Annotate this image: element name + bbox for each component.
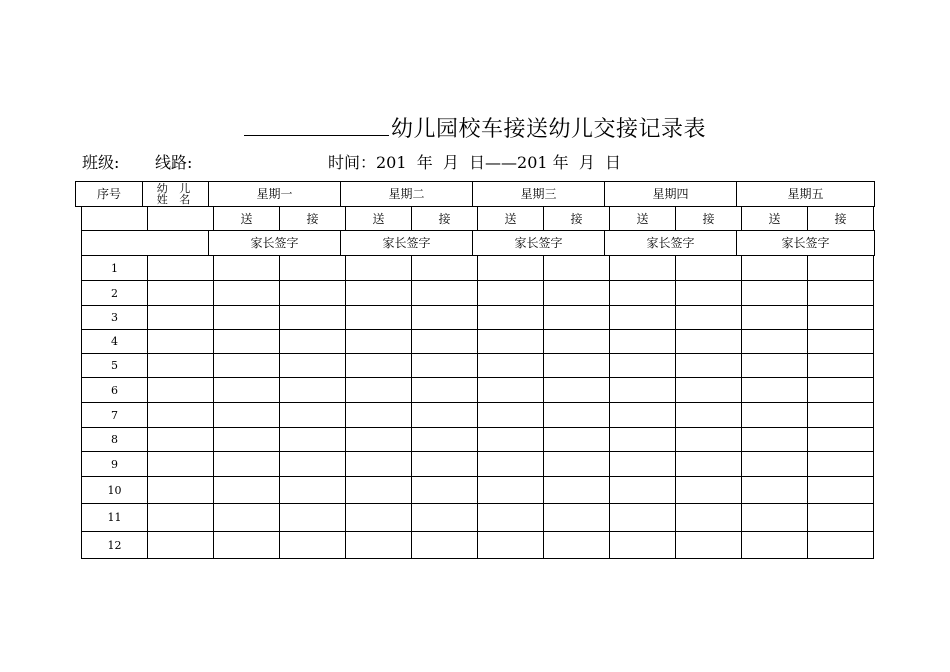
header-day: 星期三 [472, 181, 605, 207]
table-cell [345, 255, 412, 281]
table-cell [807, 531, 874, 559]
route-label: 线路: [155, 153, 193, 172]
table-cell [675, 329, 742, 354]
table-cell [675, 503, 742, 532]
table-cell [213, 280, 280, 306]
row-seq-number: 2 [81, 280, 148, 306]
table-cell [213, 531, 280, 559]
table-cell [741, 427, 808, 452]
table-cell [741, 531, 808, 559]
table-cell [609, 503, 676, 532]
header-day: 星期四 [604, 181, 737, 207]
table-cell [411, 402, 478, 428]
table-cell [543, 353, 610, 378]
table-cell [477, 305, 544, 330]
table-cell [279, 402, 346, 428]
table-cell [807, 280, 874, 306]
table-cell [213, 427, 280, 452]
table-cell [741, 451, 808, 477]
table-cell [345, 402, 412, 428]
table-cell [213, 353, 280, 378]
header-child-name-line2: 姓 名 [156, 193, 195, 206]
table-cell [147, 503, 214, 532]
table-cell [411, 353, 478, 378]
header-send: 送 [741, 206, 808, 231]
page-title [0, 112, 950, 143]
table-cell [543, 280, 610, 306]
header-pick: 接 [543, 206, 610, 231]
table-cell [675, 280, 742, 306]
table-cell [609, 427, 676, 452]
table-cell [147, 427, 214, 452]
header-pick: 接 [807, 206, 874, 231]
header-send: 送 [609, 206, 676, 231]
table-cell [477, 353, 544, 378]
table-cell [675, 255, 742, 281]
table-cell [807, 451, 874, 477]
table-cell [609, 280, 676, 306]
row-seq-number: 11 [81, 503, 148, 532]
table-cell [543, 476, 610, 504]
table-cell [345, 377, 412, 403]
table-cell [279, 476, 346, 504]
table-cell [345, 427, 412, 452]
table-cell [279, 329, 346, 354]
table-cell [213, 451, 280, 477]
table-cell [477, 476, 544, 504]
table-cell [279, 353, 346, 378]
header-parent-signature: 家长签字 [736, 230, 875, 256]
table-cell [477, 280, 544, 306]
table-cell [741, 377, 808, 403]
table-cell [807, 353, 874, 378]
table-cell [213, 329, 280, 354]
table-cell [279, 531, 346, 559]
table-cell [411, 503, 478, 532]
table-cell [741, 402, 808, 428]
table-cell [147, 305, 214, 330]
table-cell [345, 503, 412, 532]
table-cell [411, 255, 478, 281]
table-cell [147, 402, 214, 428]
table-cell [609, 402, 676, 428]
table-cell [411, 280, 478, 306]
row-seq-number: 3 [81, 305, 148, 330]
table-cell [609, 451, 676, 477]
table-cell [279, 255, 346, 281]
table-cell [147, 280, 214, 306]
title-blank-line [244, 115, 389, 136]
header-blank-seq [81, 206, 148, 231]
row-seq-number: 6 [81, 377, 148, 403]
table-cell [543, 305, 610, 330]
table-cell [147, 451, 214, 477]
table-cell [807, 476, 874, 504]
table-cell [807, 377, 874, 403]
table-cell [477, 427, 544, 452]
table-cell [411, 476, 478, 504]
class-label: 班级: [82, 153, 120, 172]
table-cell [543, 255, 610, 281]
row-seq-number: 7 [81, 402, 148, 428]
header-parent-signature: 家长签字 [472, 230, 605, 256]
header-day: 星期一 [208, 181, 341, 207]
table-cell [741, 305, 808, 330]
table-cell [675, 476, 742, 504]
table-cell [279, 305, 346, 330]
table-cell [609, 329, 676, 354]
table-cell [807, 329, 874, 354]
table-cell [741, 255, 808, 281]
table-cell [477, 451, 544, 477]
header-day: 星期二 [340, 181, 473, 207]
table-cell [543, 329, 610, 354]
table-cell [807, 427, 874, 452]
table-cell [213, 377, 280, 403]
table-cell [279, 503, 346, 532]
table-cell [279, 377, 346, 403]
table-cell [213, 503, 280, 532]
header-parent-signature: 家长签字 [340, 230, 473, 256]
table-cell [675, 451, 742, 477]
table-cell [477, 255, 544, 281]
header-day: 星期五 [736, 181, 875, 207]
table-cell [345, 353, 412, 378]
header-sign-blank [81, 230, 209, 256]
table-cell [345, 329, 412, 354]
table-cell [477, 329, 544, 354]
table-cell [675, 531, 742, 559]
table-cell [147, 255, 214, 281]
table-cell [807, 305, 874, 330]
table-cell [411, 329, 478, 354]
table-cell [213, 402, 280, 428]
table-cell [741, 476, 808, 504]
header-send: 送 [477, 206, 544, 231]
table-cell [411, 305, 478, 330]
table-cell [543, 503, 610, 532]
table-cell [279, 427, 346, 452]
header-send: 送 [345, 206, 412, 231]
table-cell [807, 255, 874, 281]
table-cell [609, 255, 676, 281]
header-pick: 接 [411, 206, 478, 231]
row-seq-number: 1 [81, 255, 148, 281]
header-blank-name [147, 206, 214, 231]
table-cell [477, 377, 544, 403]
table-cell [147, 531, 214, 559]
table-cell [213, 476, 280, 504]
row-seq-number: 10 [81, 476, 148, 504]
table-cell [477, 531, 544, 559]
header-parent-signature: 家长签字 [604, 230, 737, 256]
title-text: 幼儿园校车接送幼儿交接记录表 [390, 117, 706, 142]
table-cell [345, 476, 412, 504]
table-cell [477, 402, 544, 428]
row-seq-number: 9 [81, 451, 148, 477]
table-cell [279, 280, 346, 306]
header-child-name [142, 181, 209, 207]
table-cell [807, 503, 874, 532]
table-cell [609, 531, 676, 559]
table-cell [609, 377, 676, 403]
table-cell [279, 451, 346, 477]
table-cell [543, 451, 610, 477]
table-cell [675, 402, 742, 428]
table-cell [147, 353, 214, 378]
table-cell [543, 377, 610, 403]
table-cell [609, 305, 676, 330]
header-pick: 接 [675, 206, 742, 231]
table-cell [345, 305, 412, 330]
table-cell [147, 476, 214, 504]
table-cell [609, 353, 676, 378]
table-cell [411, 531, 478, 559]
table-cell [213, 255, 280, 281]
table-cell [741, 329, 808, 354]
table-cell [345, 531, 412, 559]
table-cell [543, 531, 610, 559]
table-cell [675, 427, 742, 452]
table-cell [675, 353, 742, 378]
time-label: 时间：201 年 月 日——201 年 月 日 [328, 153, 622, 172]
table-cell [741, 353, 808, 378]
table-cell [213, 305, 280, 330]
row-seq-number: 4 [81, 329, 148, 354]
row-seq-number: 8 [81, 427, 148, 452]
table-cell [543, 402, 610, 428]
table-cell [741, 503, 808, 532]
table-cell [411, 427, 478, 452]
table-cell [147, 377, 214, 403]
header-seq: 序号 [75, 181, 143, 207]
table-cell [741, 280, 808, 306]
row-seq-number: 12 [81, 531, 148, 559]
header-parent-signature: 家长签字 [208, 230, 341, 256]
header-pick: 接 [279, 206, 346, 231]
table-cell [147, 329, 214, 354]
table-cell [345, 451, 412, 477]
table-cell [675, 305, 742, 330]
table-cell [675, 377, 742, 403]
table-cell [345, 280, 412, 306]
table-cell [411, 451, 478, 477]
table-cell [609, 476, 676, 504]
table-cell [411, 377, 478, 403]
table-cell [543, 427, 610, 452]
table-cell [477, 503, 544, 532]
header-send: 送 [213, 206, 280, 231]
header-child-name-line1: 幼 儿 [156, 182, 195, 195]
table-cell [807, 402, 874, 428]
row-seq-number: 5 [81, 353, 148, 378]
